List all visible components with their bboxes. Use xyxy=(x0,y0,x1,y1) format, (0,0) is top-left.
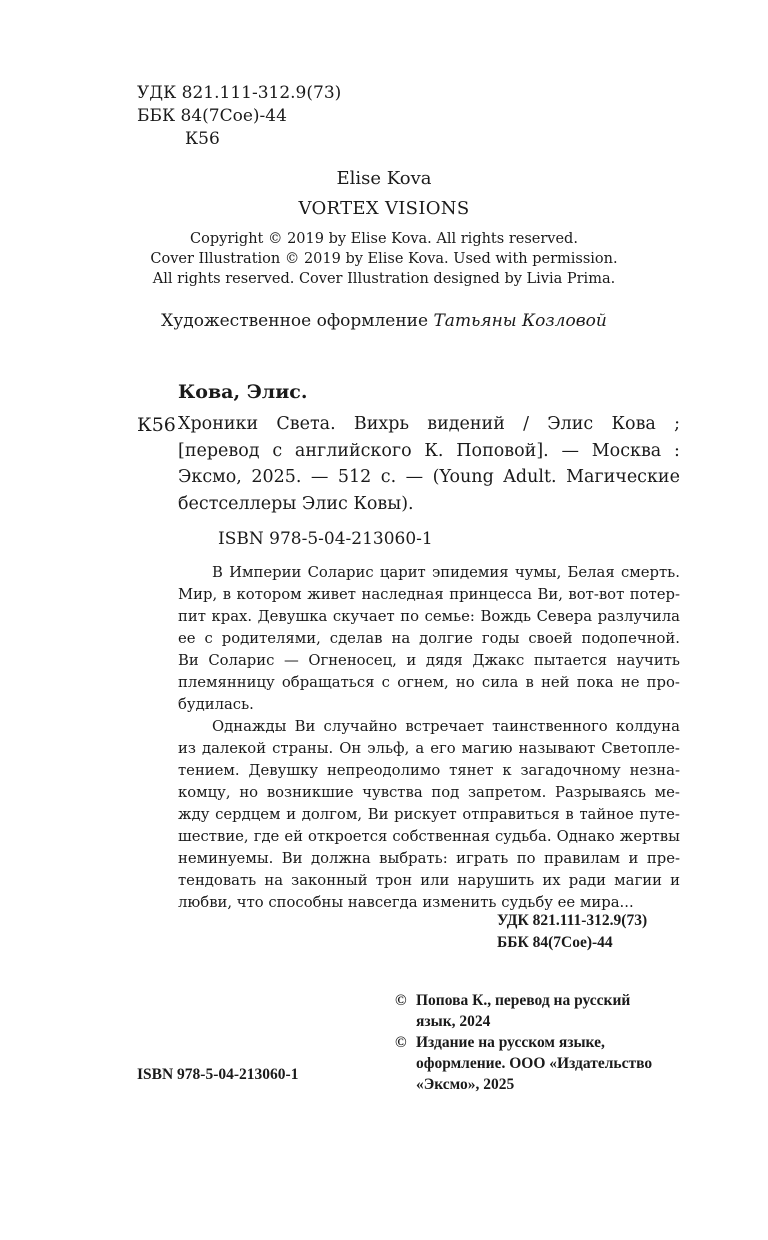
notice-line: «Эксмо», 2025 xyxy=(416,1076,515,1093)
bibliographic-description xyxy=(178,411,680,517)
author-mark: К56 xyxy=(185,129,220,149)
catalog-codes-top xyxy=(137,82,341,151)
original-author: Elise Kova xyxy=(336,168,432,189)
notice-line: язык, 2024 xyxy=(416,1013,491,1030)
design-credit xyxy=(0,309,768,333)
classification-codes xyxy=(497,910,647,954)
description-line: Эксмо, 2025. — 512 с. — (Young Adult. Магические xyxy=(178,467,680,487)
copyright-icon: © xyxy=(395,992,407,1009)
copyright-notice-edition xyxy=(395,1032,652,1095)
annotation-line: шествие, где ей откроется собственная судьба. Однако жертвы xyxy=(178,828,680,845)
annotation-line: Однажды Ви случайно встречает таинственного колдуна xyxy=(212,718,680,735)
design-label: Художественное оформление xyxy=(161,311,429,331)
copyright-line: Copyright © 2019 by Elise Kova. All rights reserved. xyxy=(190,231,578,247)
copyright-line: All rights reserved. Cover Illustration designed by Livia Prima. xyxy=(152,271,616,287)
notice-line: Попова К., перевод на русский xyxy=(416,992,631,1009)
annotation-line: жду сердцем и долгом, Ви рискует отправиться в тайное путе- xyxy=(178,806,680,823)
bbk-code: ББК 84(7Сое)-44 xyxy=(137,106,287,126)
copyright-icon: © xyxy=(395,1034,407,1051)
annotation-line: любви, что способны навсегда изменить судьбу ее мира... xyxy=(178,894,634,911)
notice-line: Издание на русском языке, xyxy=(416,1034,605,1051)
annotation xyxy=(178,562,680,914)
copyright-notices xyxy=(395,990,652,1095)
annotation-line: из далекой страны. Он эльф, а его магию называют Светопле- xyxy=(178,740,680,757)
description-line: Хроники Света. Вихрь видений / Элис Кова ; xyxy=(178,414,680,434)
copyright-notice-translation xyxy=(395,990,652,1032)
record-author-heading: Кова, Элис. xyxy=(178,381,308,403)
annotation-line: Ви Соларис — Огненосец, и дядя Джакс пытается научить xyxy=(178,652,680,669)
annotation-line: тендовать на законный трон или нарушить их ради магии и xyxy=(178,872,680,889)
udk-code: УДК 821.111-312.9(73) xyxy=(497,912,648,929)
annotation-line: ее с родителями, сделав на долгие годы своей подопечной. xyxy=(178,630,680,647)
bbk-code: ББК 84(7Сое)-44 xyxy=(497,934,613,951)
annotation-line: тением. Девушку непреодолимо тянет к загадочному незна- xyxy=(178,762,680,779)
isbn-bottom: ISBN 978-5-04-213060-1 xyxy=(137,1066,299,1083)
description-line: бестселлеры Элис Ковы). xyxy=(178,493,414,514)
record-isbn: ISBN 978-5-04-213060-1 xyxy=(218,529,433,549)
annotation-line: племянницу обращаться с огнем, но сила в ней пока не про- xyxy=(178,674,680,691)
annotation-line: комцу, но возникшие чувства под запретом. Разрываясь ме- xyxy=(178,784,680,801)
design-artist: Татьяны Козловой xyxy=(433,311,607,331)
annotation-line: неминуемы. Ви должна выбрать: играть по правилам и пре- xyxy=(178,850,680,867)
original-title: VORTEX VISIONS xyxy=(298,198,470,219)
original-copyright xyxy=(0,229,768,289)
record-author-mark: К56 xyxy=(137,414,176,436)
annotation-line: пит крах. Девушка скучает по семье: Вождь Севера разлучила xyxy=(178,608,680,625)
notice-line: оформление. ООО «Издательство xyxy=(416,1055,653,1072)
description-line: [перевод с английского К. Поповой]. — Москва : xyxy=(178,440,680,461)
copyright-line: Cover Illustration © 2019 by Elise Kova. Used with permission. xyxy=(150,251,618,267)
annotation-line: будилась. xyxy=(178,696,254,713)
annotation-line: Мир, в котором живет наследная принцесса Ви, вот-вот потер- xyxy=(178,586,680,603)
udk-code: УДК 821.111-312.9(73) xyxy=(137,83,342,103)
annotation-line: В Империи Соларис царит эпидемия чумы, Белая смерть. xyxy=(212,564,680,581)
